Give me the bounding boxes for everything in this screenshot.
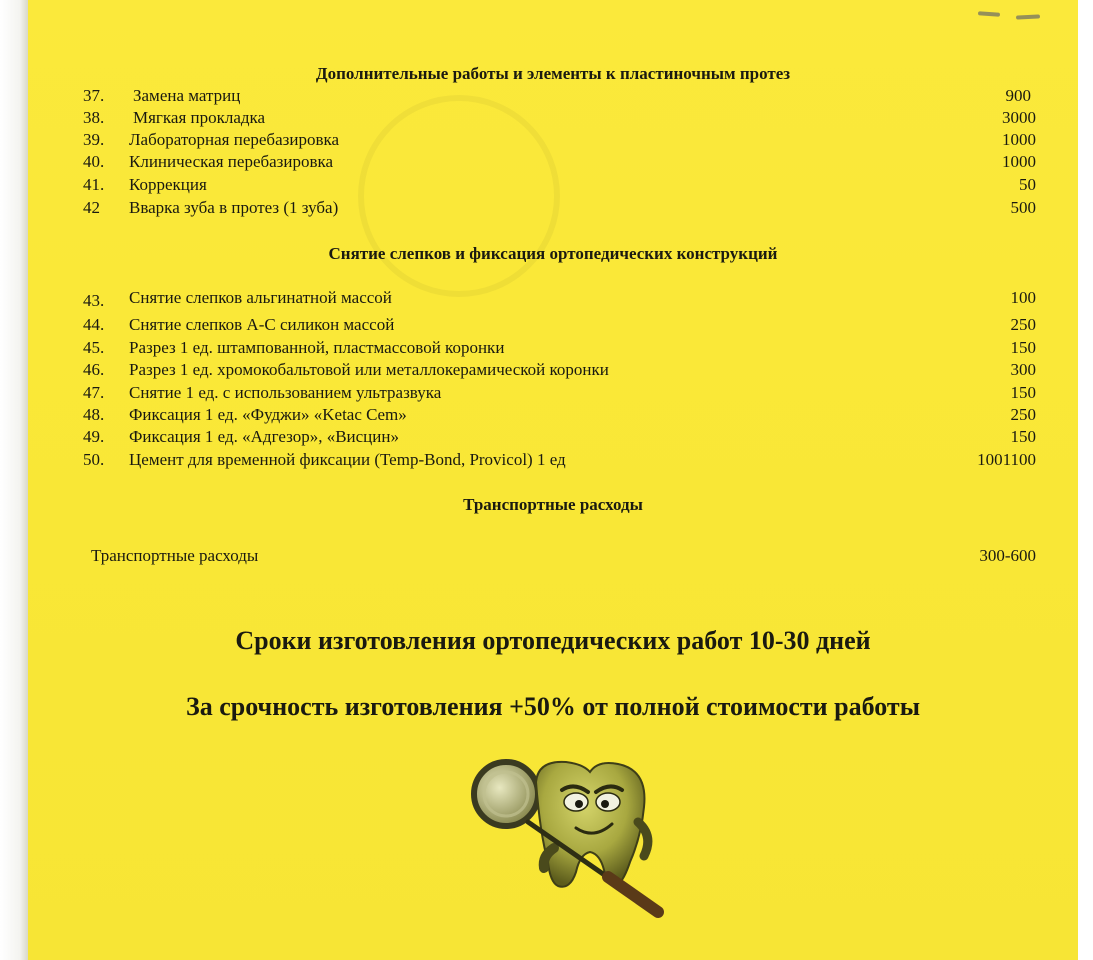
service-price: 150 xyxy=(1010,383,1036,402)
service-name: Вварка зуба в протез (1 зуба) xyxy=(129,198,339,217)
price-row xyxy=(28,338,1078,360)
row-number: 44. xyxy=(83,315,105,334)
service-name: Лабораторная перебазировка xyxy=(129,130,340,149)
service-name: Коррекция xyxy=(129,175,207,194)
service-price: 300-600 xyxy=(979,546,1036,565)
row-number: 45. xyxy=(83,338,105,357)
service-price: 3000 xyxy=(1002,108,1036,127)
service-price: 1001100 xyxy=(977,450,1036,469)
service-name: Цемент для временной фиксации (Temp-Bond, Provicol) 1 ед xyxy=(129,450,566,469)
row-number: 47. xyxy=(83,383,105,402)
service-price: 250 xyxy=(1010,315,1036,334)
section-title-prosthesis-extras: Дополнительные работы и элементы к пластиночным протез xyxy=(315,64,791,83)
service-name: Транспортные расходы xyxy=(91,546,259,565)
row-number: 48. xyxy=(83,405,105,424)
row-number: 39. xyxy=(83,130,105,149)
price-row xyxy=(28,198,1078,220)
price-row xyxy=(28,315,1078,337)
service-price: 1000 xyxy=(1002,152,1036,171)
service-price: 250 xyxy=(1010,405,1036,424)
price-row xyxy=(28,450,1078,472)
price-row xyxy=(28,152,1078,174)
scan-left-margin xyxy=(0,0,28,960)
service-name: Мягкая прокладка xyxy=(133,108,266,127)
service-name: Разрез 1 ед. хромокобальтовой или металлокерамической коронки xyxy=(129,360,609,379)
price-row xyxy=(28,86,1078,108)
row-number: 49. xyxy=(83,427,105,446)
service-price: 150 xyxy=(1010,427,1036,446)
price-row xyxy=(28,130,1078,152)
service-name: Клиническая перебазировка xyxy=(129,152,334,171)
row-number: 37. xyxy=(83,86,105,105)
service-price: 900 xyxy=(1005,86,1031,105)
row-number: 41. xyxy=(83,175,105,194)
service-price: 50 xyxy=(1019,175,1036,194)
service-name: Фиксация 1 ед. «Фуджи» «Ketac Cem» xyxy=(129,405,407,424)
service-price: 100 xyxy=(1010,288,1036,307)
row-number: 38. xyxy=(83,108,105,127)
price-row xyxy=(28,175,1078,197)
price-row xyxy=(28,405,1078,427)
service-name: Снятие слепков альгинатной массой xyxy=(129,288,392,307)
price-row xyxy=(28,427,1078,449)
row-number: 42 xyxy=(83,198,100,217)
service-name: Снятие слепков А-С силикон массой xyxy=(129,315,395,334)
row-number: 50. xyxy=(83,450,105,469)
production-terms-note: Сроки изготовления ортопедических работ 10-30 дней xyxy=(235,626,871,655)
service-name: Фиксация 1 ед. «Адгезор», «Висцин» xyxy=(129,427,399,446)
row-number: 43. xyxy=(83,291,105,310)
price-row xyxy=(28,108,1078,130)
service-name: Разрез 1 ед. штампованной, пластмассовой коронки xyxy=(129,338,505,357)
row-number: 40. xyxy=(83,152,105,171)
price-row xyxy=(28,383,1078,405)
service-price: 150 xyxy=(1010,338,1036,357)
scan-artifact-mark xyxy=(978,11,1000,17)
section-title-transport: Транспортные расходы xyxy=(463,495,643,514)
service-price: 300 xyxy=(1010,360,1036,379)
price-row xyxy=(28,360,1078,382)
tooth-with-magnifier-mascot-icon xyxy=(458,752,668,922)
row-number: 46. xyxy=(83,360,105,379)
service-name: Замена матриц xyxy=(133,86,241,105)
section-title-impressions: Снятие слепков и фиксация ортопедических конструкций xyxy=(328,244,778,263)
price-list-page xyxy=(28,0,1078,960)
price-row-transport xyxy=(28,546,1078,568)
urgency-surcharge-note: За срочность изготовления +50% от полной стоимости работы xyxy=(185,692,921,721)
service-name: Снятие 1 ед. с использованием ультразвука xyxy=(129,383,442,402)
service-price: 1000 xyxy=(1002,130,1036,149)
scan-artifact-mark xyxy=(1016,14,1040,19)
service-price: 500 xyxy=(1010,198,1036,217)
price-row xyxy=(28,288,1078,310)
scan-right-margin xyxy=(1078,0,1093,960)
